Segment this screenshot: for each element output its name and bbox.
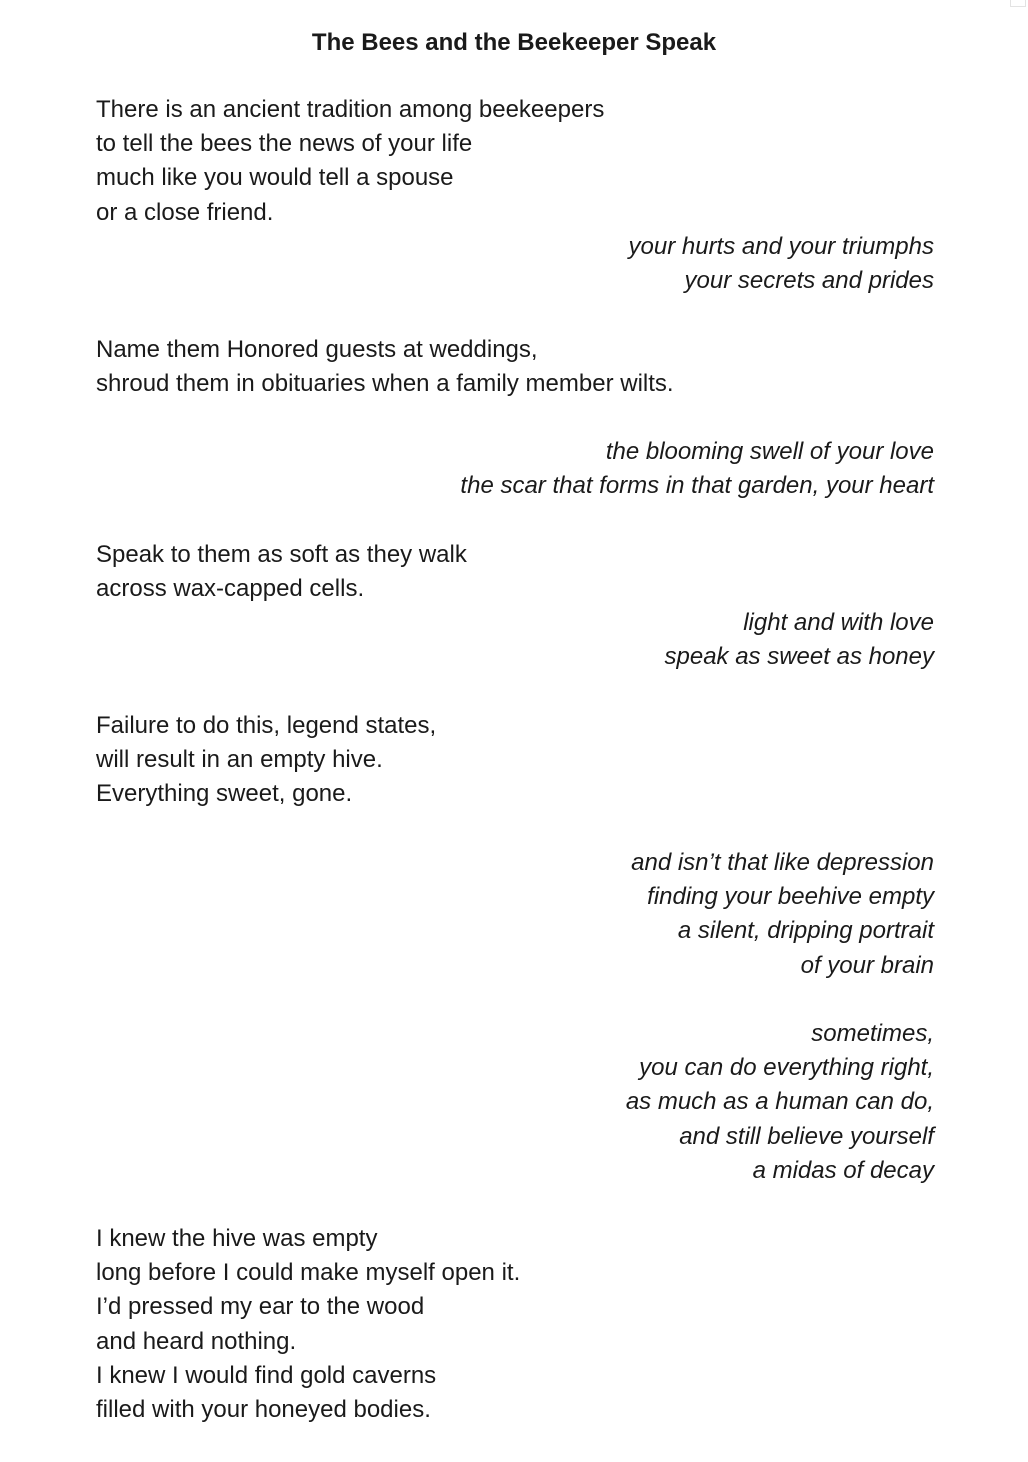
poem-line: Name them Honored guests at weddings, — [96, 336, 538, 363]
poem-line: I knew I would find gold caverns — [96, 1361, 437, 1389]
poem-line: you can do everything right, — [639, 1054, 934, 1082]
poem-line: as much as a human can do, — [625, 1088, 934, 1116]
poem-line: to tell the bees the news of your life — [96, 130, 473, 158]
poem-line: shroud them in obituaries when a family member wilts. — [96, 370, 674, 398]
stanza-10 — [96, 1222, 520, 1427]
stanza-6 — [665, 606, 935, 674]
poem-line: long before I could make myself open it. — [96, 1259, 521, 1287]
poem-line: across wax-capped cells. — [96, 575, 365, 603]
poem-line: and isn’t that like depression — [631, 849, 934, 876]
poem-line: sometimes, — [811, 1020, 934, 1047]
poem-line: Speak to them as soft as they walk — [96, 541, 467, 568]
stanza-7 — [96, 709, 436, 812]
poem-line: and heard nothing. — [96, 1327, 297, 1355]
poem-line: the blooming swell of your love — [605, 438, 934, 465]
poem-line: light and with love — [743, 609, 934, 636]
poem-line: or a close friend. — [96, 198, 274, 226]
poem-line: Everything sweet, gone. — [96, 780, 353, 808]
poem-line: your hurts and your triumphs — [628, 233, 934, 260]
stanza-1 — [96, 93, 604, 230]
poem-line: finding your beehive empty — [647, 883, 934, 911]
page-corner-marker — [1010, 0, 1026, 7]
stanza-9 — [626, 1017, 934, 1188]
poem-line: Failure to do this, legend states, — [96, 712, 437, 739]
poem-line: the scar that forms in that garden, your heart — [460, 472, 934, 500]
poem-line: a midas of decay — [752, 1156, 934, 1184]
poem-line: speak as sweet as honey — [664, 643, 934, 671]
poem-line: will result in an empty hive. — [96, 746, 383, 774]
stanza-2 — [629, 230, 934, 298]
stanza-3 — [96, 333, 674, 401]
poem-line: your secrets and prides — [684, 267, 934, 295]
poem-line: much like you would tell a spouse — [96, 164, 454, 192]
poem-line: I knew the hive was empty — [96, 1225, 378, 1252]
stanza-8 — [631, 846, 934, 983]
stanza-4 — [460, 435, 934, 503]
poem-line: of your brain — [800, 951, 934, 979]
poem-line: filled with your honeyed bodies. — [96, 1396, 431, 1424]
poem-line: I’d pressed my ear to the wood — [96, 1293, 425, 1321]
poem-title: The Bees and the Beekeeper Speak — [311, 29, 717, 56]
poem-line: There is an ancient tradition among beekeepers — [96, 96, 605, 123]
stanza-5 — [96, 538, 467, 606]
poem-line: a silent, dripping portrait — [677, 917, 934, 945]
poem-line: and still believe yourself — [679, 1122, 934, 1150]
